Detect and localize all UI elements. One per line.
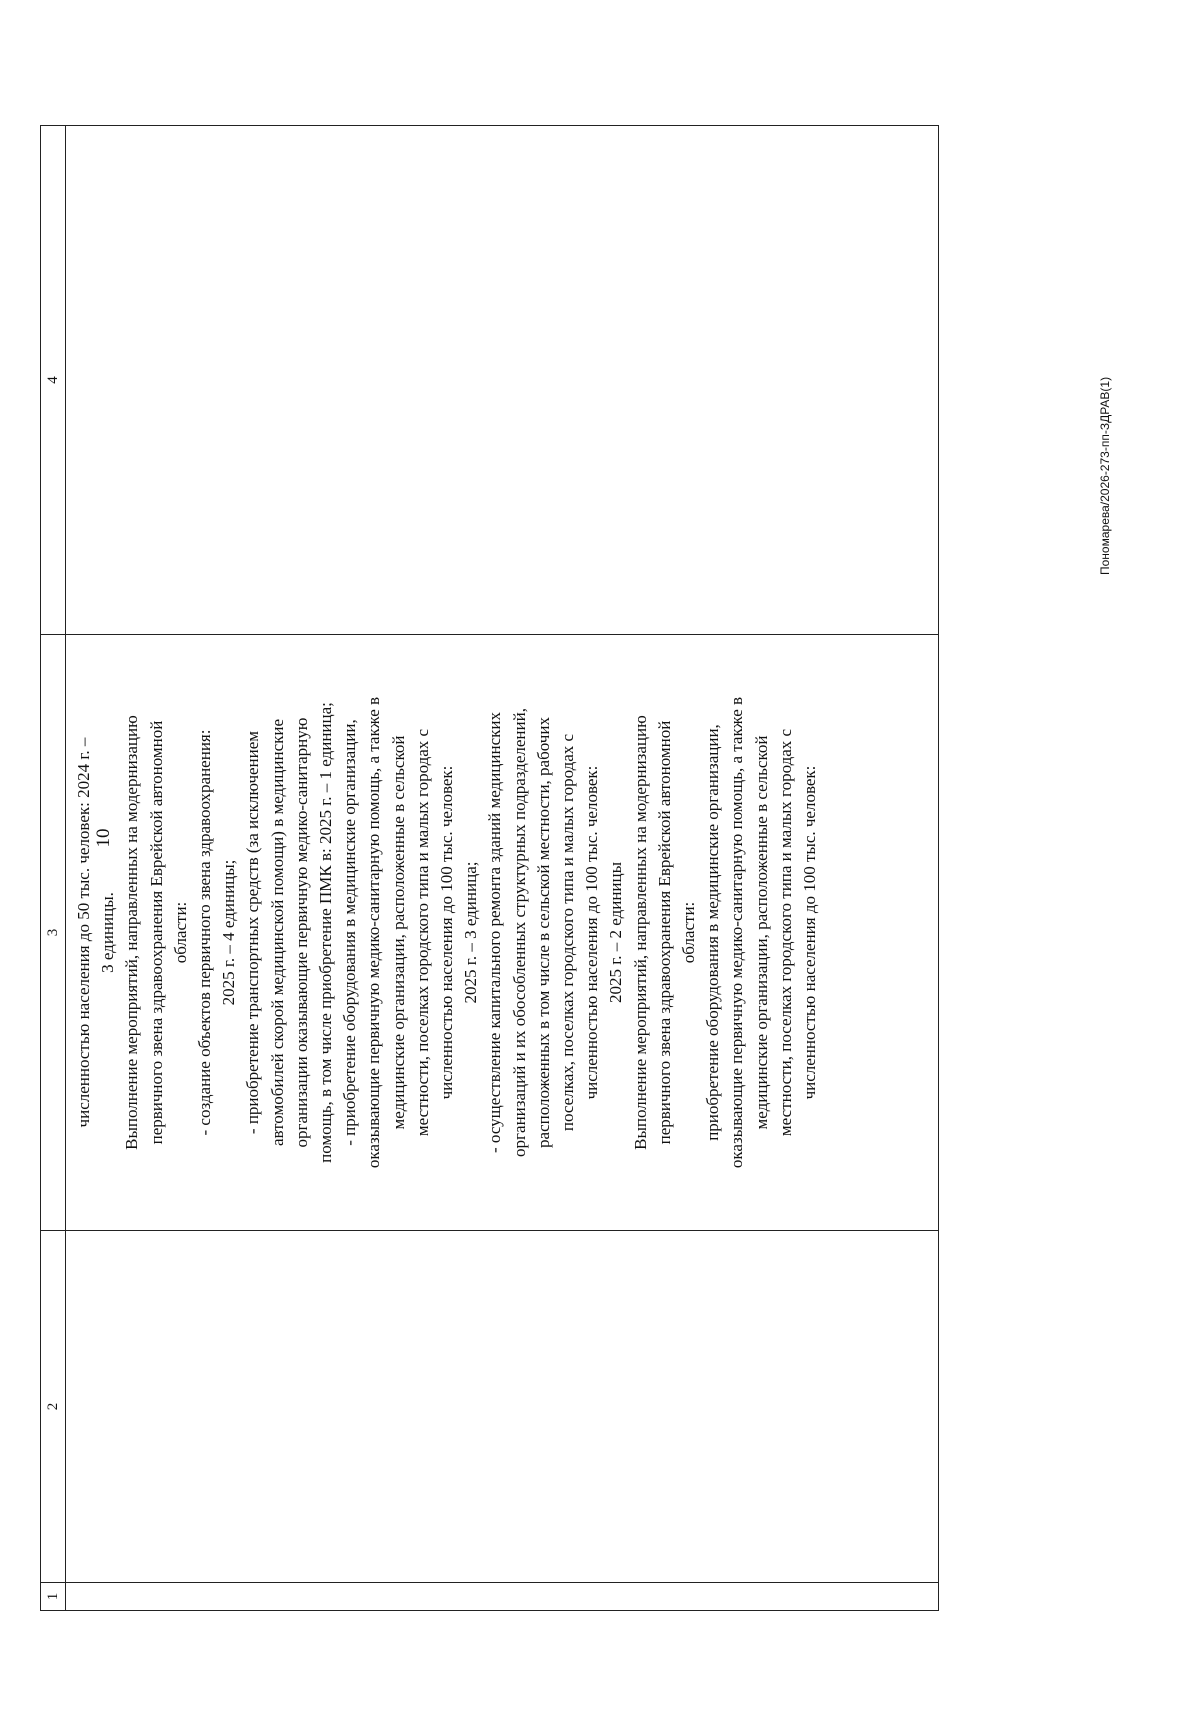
column-header-2: 2 bbox=[41, 1231, 66, 1583]
text-line: местности, поселках городского типа и малых городах с bbox=[412, 728, 432, 1137]
cell-column-3 bbox=[66, 635, 939, 1231]
text-line: расположенных в том числе в сельской местности, рабочих bbox=[533, 717, 553, 1148]
text-line: местности, поселках городского типа и малых городах с bbox=[775, 728, 795, 1137]
rotated-table-container bbox=[40, 126, 939, 1611]
cell-column-4 bbox=[66, 126, 939, 635]
text-line: 2025 г. – 2 единицы bbox=[606, 861, 626, 1004]
text-line: - приобретение транспортных средств (за исключением bbox=[243, 730, 263, 1135]
text-line: численностью населения до 100 тыс. человек: bbox=[437, 765, 457, 1100]
text-line: - осуществление капитального ремонта зданий медицинских bbox=[485, 712, 505, 1153]
cell-column-1 bbox=[66, 1583, 939, 1611]
column-header-3: 3 bbox=[41, 635, 66, 1231]
cell-column-2 bbox=[66, 1231, 939, 1583]
text-line: организации оказывающие первичную медико-санитарную bbox=[291, 717, 311, 1148]
text-line: оказывающие первичную медико-санитарную помощь, а также в bbox=[727, 696, 747, 1169]
text-line: 2025 г. – 3 единица; bbox=[461, 861, 481, 1004]
text-line: 2025 г. – 4 единицы; bbox=[219, 859, 239, 1006]
text-line: - приобретение оборудования в медицинские организации, bbox=[340, 719, 360, 1146]
text-line: первичного звена здравоохранения Еврейской автономной bbox=[654, 720, 674, 1145]
table-body-row bbox=[66, 126, 939, 1611]
measures-description bbox=[66, 635, 822, 1230]
text-line: поселках, поселках городского типа и малых городах с bbox=[558, 733, 578, 1132]
table-header-row bbox=[41, 126, 66, 1611]
text-line: организаций и их обособленных структурных подразделений, bbox=[509, 708, 529, 1157]
text-line: первичного звена здравоохранения Еврейской автономной bbox=[146, 720, 166, 1145]
text-line: медицинские организации, расположенные в сельской bbox=[388, 735, 408, 1130]
text-line: Выполнение мероприятий, направленных на модернизацию bbox=[630, 715, 650, 1150]
document-reference-code: Пономарева/2026-273-пп-ЗДРАВ(1) bbox=[1098, 376, 1112, 575]
text-line: - создание объектов первичного звена здравоохранения: bbox=[195, 729, 215, 1136]
text-line: области: bbox=[170, 901, 190, 964]
text-line: области: bbox=[679, 901, 699, 964]
page-number: 10 bbox=[93, 828, 114, 848]
text-line: численностью населения до 100 тыс. человек: bbox=[800, 765, 820, 1100]
text-line: 3 единицы. bbox=[98, 892, 118, 973]
text-line: численностью населения до 100 тыс. человек: bbox=[582, 765, 602, 1100]
text-line: численностью населения до 50 тыс. человек: 2024 г. – bbox=[74, 737, 93, 1128]
text-line: медицинские организации, расположенные в сельской bbox=[751, 735, 771, 1130]
column-header-1: 1 bbox=[41, 1583, 66, 1611]
text-line: приобретение оборудования в медицинские организации, bbox=[703, 724, 723, 1141]
column-header-4: 4 bbox=[41, 126, 66, 635]
text-line: автомобилей скорой медицинской помощи) в медицинские bbox=[267, 718, 287, 1147]
program-measures-table bbox=[40, 125, 939, 1611]
text-line: оказывающие первичную медико-санитарную помощь, а также в bbox=[364, 696, 384, 1169]
text-line: Выполнение мероприятий, направленных на модернизацию bbox=[122, 715, 142, 1150]
text-line: помощь, в том числе приобретение ПМК в: 2025 г. – 1 единица; bbox=[316, 702, 336, 1163]
